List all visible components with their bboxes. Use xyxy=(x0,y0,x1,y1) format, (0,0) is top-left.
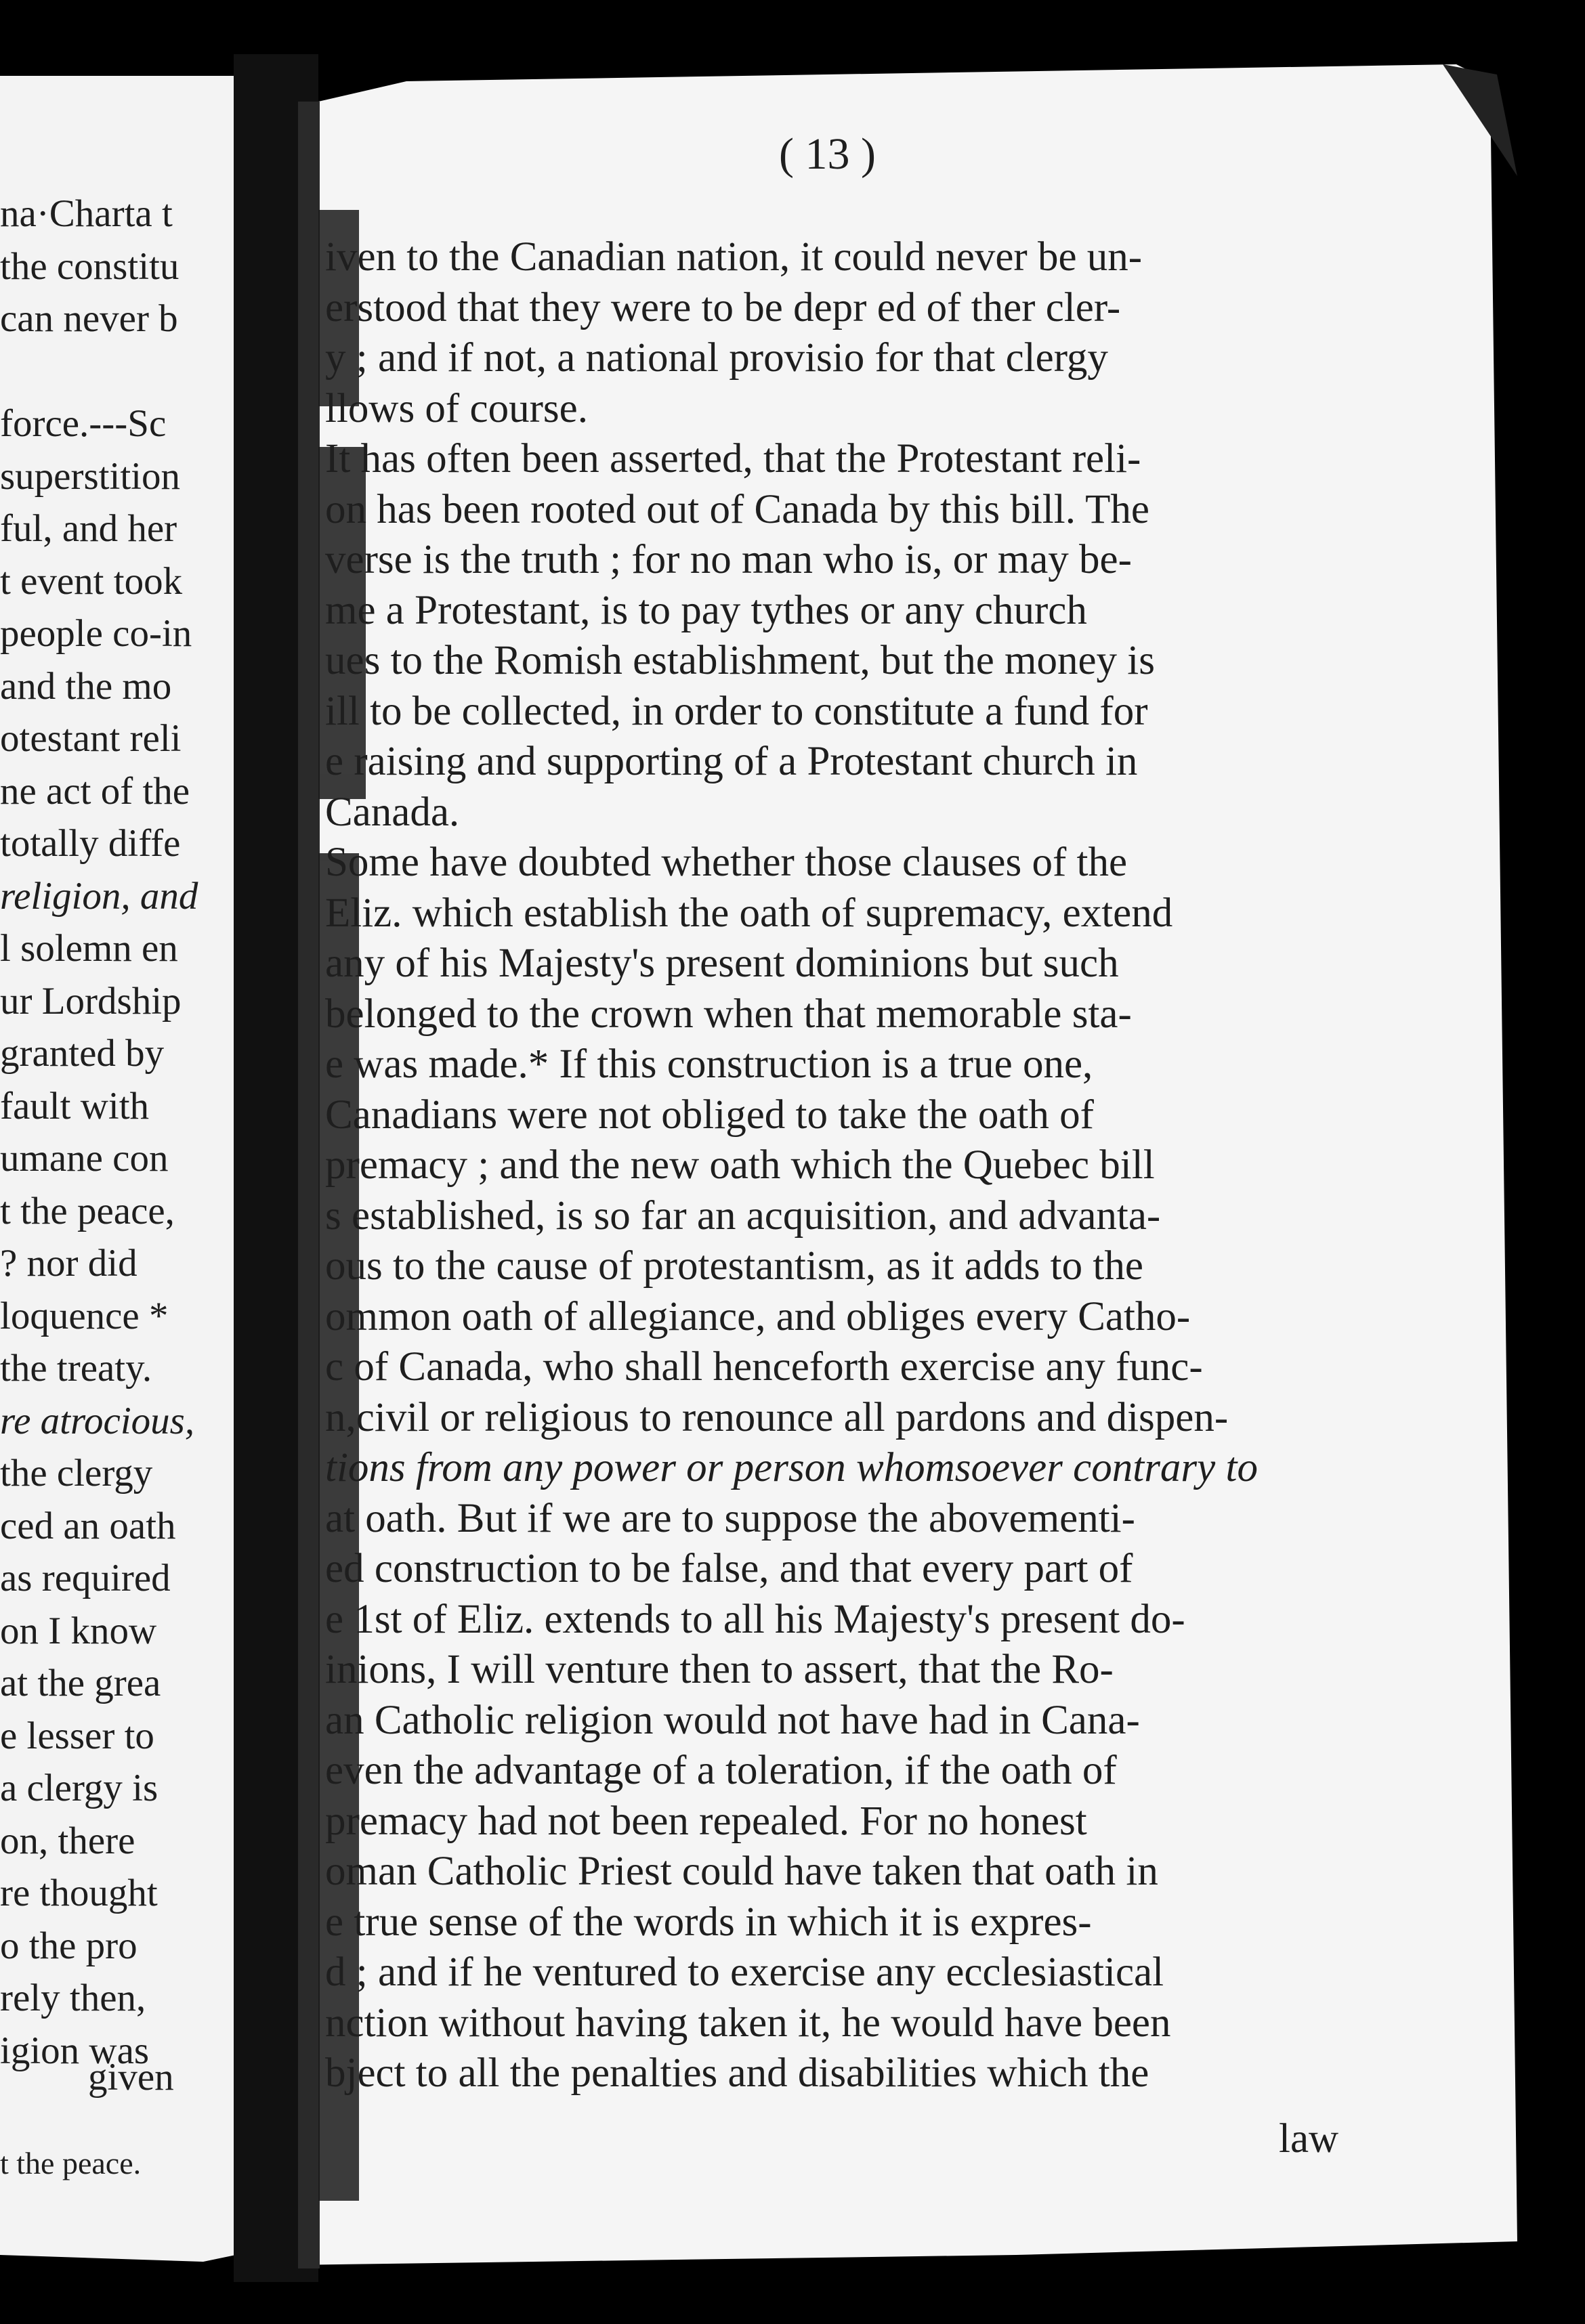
left-page-line: rely then, xyxy=(0,1977,146,2019)
right-page-line: Canadians were not obliged to take the oath of xyxy=(325,1092,1094,1138)
right-page-line: ues to the Romish establishment, but the money is xyxy=(325,638,1155,683)
right-page-line: y ; and if not, a national provisio for that clergy xyxy=(325,335,1108,381)
right-page-line: ommon oath of allegiance, and obliges every Catho- xyxy=(325,1294,1191,1339)
left-page-line: on, there xyxy=(0,1820,135,1862)
left-page-line: religion, and xyxy=(0,875,198,918)
left-page-line: umane con xyxy=(0,1137,169,1180)
left-page-line: on I know xyxy=(0,1610,157,1652)
right-page-line: premacy ; and the new oath which the Quebec bill xyxy=(325,1142,1155,1188)
right-page-line: e raising and supporting of a Protestant church in xyxy=(325,739,1138,784)
left-page-line: the clergy xyxy=(0,1452,153,1494)
right-page-line: nction without having taken it, he would have been xyxy=(325,2000,1171,2046)
left-page-line: as required xyxy=(0,1557,171,1599)
left-page-line: igion was xyxy=(0,2029,150,2072)
left-page-line: can never b xyxy=(0,297,178,340)
left-page-line: re atrocious, xyxy=(0,1400,195,1442)
left-page-line: o the pro xyxy=(0,1924,138,1967)
left-page-line: ne act of the xyxy=(0,770,190,813)
left-page-line: the treaty. xyxy=(0,1347,152,1390)
page-number: ( 13 ) xyxy=(779,129,876,179)
left-page-line: and the mo xyxy=(0,665,172,708)
right-page-line: any of his Majesty's present dominions but such xyxy=(325,941,1119,986)
right-page-line: an Catholic religion would not have had in Cana- xyxy=(325,1698,1140,1743)
right-page-line: d ; and if he ventured to exercise any ecclesiastical xyxy=(325,1950,1164,1995)
right-page-line: tions from any power or person whomsoever contrary to xyxy=(325,1445,1258,1490)
left-page-line: ? nor did xyxy=(0,1242,138,1285)
right-page-line: It has often been asserted, that the Protestant reli- xyxy=(325,436,1141,481)
right-page-line: s established, is so far an acquisition, and advanta- xyxy=(325,1193,1161,1239)
left-page-line: a clergy is xyxy=(0,1767,158,1809)
left-page-line: at the grea xyxy=(0,1662,161,1704)
right-page-line: erstood that they were to be depr ed of ther cler- xyxy=(325,285,1121,330)
right-page-line: on has been rooted out of Canada by this bill. The xyxy=(325,487,1149,532)
left-page-line: otestant reli xyxy=(0,717,182,760)
right-page-line: c of Canada, who shall henceforth exercise any func- xyxy=(325,1344,1203,1390)
right-page-line: oman Catholic Priest could have taken that oath in xyxy=(325,1849,1158,1894)
left-page-line: fault with xyxy=(0,1085,150,1127)
right-page-line: verse is the truth ; for no man who is, or may be- xyxy=(325,537,1132,582)
left-page-line: superstition xyxy=(0,455,180,498)
left-page-line: totally diffe xyxy=(0,822,181,865)
right-page-line: e was made.* If this construction is a true one, xyxy=(325,1041,1093,1087)
left-page-line: t the peace, xyxy=(0,1190,175,1232)
right-page-line: ous to the cause of protestantism, as it adds to the xyxy=(325,1243,1143,1289)
right-page-line: at oath. But if we are to suppose the abovementi- xyxy=(325,1496,1135,1541)
left-page-line: given xyxy=(88,2056,174,2099)
left-page-line: re thought xyxy=(0,1872,158,1914)
left-page-line: e lesser to xyxy=(0,1715,154,1757)
right-page-line: n,civil or religious to renounce all pardons and dispen- xyxy=(325,1395,1229,1440)
right-page-line: ill to be collected, in order to constitute a fund for xyxy=(325,689,1148,734)
right-page-line: belonged to the crown when that memorable sta- xyxy=(325,991,1132,1037)
right-page-line: Canada. xyxy=(325,790,460,835)
catchword: law xyxy=(1279,2116,1339,2161)
left-page-line: na·Charta t xyxy=(0,192,173,235)
left-page-line: loquence * xyxy=(0,1295,169,1337)
right-page-line: ed construction to be false, and that every part of xyxy=(325,1546,1133,1591)
left-page-line: the constitu xyxy=(0,245,179,288)
left-page-footnote: t the peace. xyxy=(0,2146,142,2180)
left-page-line: ced an oath xyxy=(0,1505,176,1547)
right-page-line: even the advantage of a toleration, if the oath of xyxy=(325,1748,1117,1793)
right-page-line: llows of course. xyxy=(325,386,588,431)
right-page-line: bject to all the penalties and disabilities which the xyxy=(325,2050,1149,2096)
left-page-line: l solemn en xyxy=(0,927,178,970)
right-page-line: e true sense of the words in which it is expres- xyxy=(325,1899,1092,1945)
right-page-line: Some have doubted whether those clauses of the xyxy=(325,840,1128,885)
right-page-line: iven to the Canadian nation, it could never be un- xyxy=(325,234,1143,280)
left-page-line: t event took xyxy=(0,560,183,603)
right-page-line: premacy had not been repealed. For no honest xyxy=(325,1799,1087,1844)
left-page-line: granted by xyxy=(0,1032,165,1075)
left-page-line: ur Lordship xyxy=(0,980,182,1023)
right-page-line: Eliz. which establish the oath of supremacy, extend xyxy=(325,890,1173,936)
right-page-line: inions, I will venture then to assert, that the Ro- xyxy=(325,1647,1114,1692)
left-page-line: ful, and her xyxy=(0,507,177,550)
left-page-line: people co-in xyxy=(0,612,192,655)
right-page-line: me a Protestant, is to pay tythes or any church xyxy=(325,588,1087,633)
right-page-line: e 1st of Eliz. extends to all his Majesty's present do- xyxy=(325,1597,1185,1642)
left-page-line: force.---Sc xyxy=(0,402,167,445)
